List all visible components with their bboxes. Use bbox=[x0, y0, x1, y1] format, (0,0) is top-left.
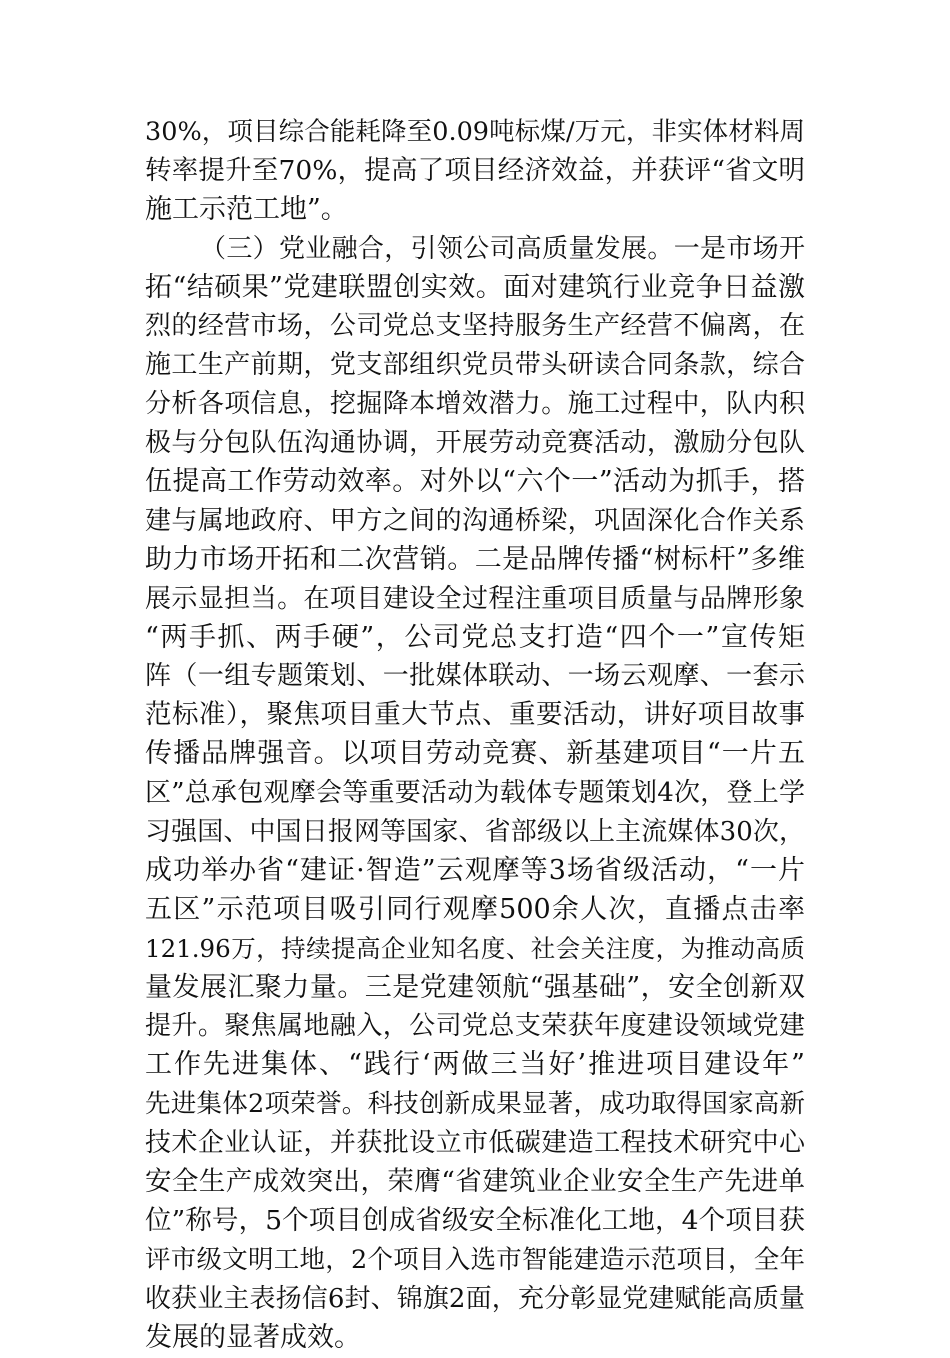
text-line: 施工生产前期，党支部组织党员带头研读合同条款，综合 bbox=[145, 350, 805, 381]
section-heading-line: （三）党业融合，引领公司高质量发展。一是市场开 bbox=[200, 233, 805, 264]
text-line: 评市级文明工地，2个项目入选市智能建造示范项目，全年 bbox=[145, 1244, 805, 1275]
text-line: 伍提高工作劳动效率。对外以“六个一”活动为抓手，搭 bbox=[145, 466, 805, 498]
text-line: 施工示范工地”。 bbox=[145, 193, 348, 225]
text-line: 技术企业认证，并获批设立市低碳建造工程技术研究中心 bbox=[145, 1128, 805, 1159]
text-line: 位”称号，5个项目创成省级安全标准化工地，4个项目获 bbox=[145, 1204, 805, 1236]
text-line: 拓“结硕果”党建联盟创实效。面对建筑行业竞争日益激 bbox=[145, 271, 805, 303]
text-line: 先进集体2项荣誉。科技创新成果显著，成功取得国家高新 bbox=[145, 1089, 805, 1120]
text-line: 分析各项信息，挖掘降本增效潜力。施工过程中，队内积 bbox=[145, 389, 805, 420]
text-line: 范标准），聚焦项目重大节点、重要活动，讲好项目故事 bbox=[145, 699, 805, 731]
text-line: 转率提升至70%，提高了项目经济效益，并获评“省文明 bbox=[145, 154, 805, 186]
body-text bbox=[145, 113, 805, 1358]
text-line: 五区”示范项目吸引同行观摩500余人次，直播点击率 bbox=[145, 893, 805, 925]
text-line: “两手抓、两手硬”，公司党总支打造“四个一”宣传矩 bbox=[145, 621, 805, 653]
text-line: 收获业主表扬信6封、锦旗2面，充分彰显党建赋能高质量 bbox=[145, 1283, 805, 1314]
text-line: 区”总承包观摩会等重要活动为载体专题策划4次，登上学 bbox=[145, 778, 805, 809]
text-line: 30%，项目综合能耗降至0.09吨标煤/万元，非实体材料周 bbox=[145, 117, 805, 147]
text-line: 121.96万，持续提高企业知名度、社会关注度，为推动高质 bbox=[145, 933, 805, 963]
text-line: 发展的显著成效。 bbox=[145, 1321, 361, 1353]
text-line: 建与属地政府、甲方之间的沟通桥梁，巩固深化合作关系 bbox=[145, 505, 805, 536]
text-line: 成功举办省“建证·智造”云观摩等3场省级活动，“一片 bbox=[145, 854, 805, 886]
text-line: 工作先进集体、“践行‘两做三当好’推进项目建设年” bbox=[145, 1049, 805, 1081]
text-line: 安全生产成效突出，荣膺“省建筑业企业安全生产先进单 bbox=[145, 1166, 805, 1198]
text-line: 提升。聚焦属地融入，公司党总支荣获年度建设领域党建 bbox=[145, 1011, 805, 1042]
text-line: 助力市场开拓和二次营销。二是品牌传播“树标杆”多维 bbox=[145, 543, 805, 575]
text-line: 传播品牌强音。以项目劳动竞赛、新基建项目“一片五 bbox=[145, 738, 805, 770]
text-line: 极与分包队伍沟通协调，开展劳动竞赛活动，激励分包队 bbox=[145, 428, 805, 459]
text-line: 烈的经营市场，公司党总支坚持服务生产经营不偏离，在 bbox=[145, 311, 805, 342]
text-line: 展示显担当。在项目建设全过程注重项目质量与品牌形象 bbox=[145, 583, 805, 614]
text-line: 量发展汇聚力量。三是党建领航“强基础”，安全创新双 bbox=[145, 971, 805, 1003]
text-line: 习强国、中国日报网等国家、省部级以上主流媒体30次， bbox=[145, 817, 805, 848]
text-line: 阵（一组专题策划、一批媒体联动、一场云观摩、一套示 bbox=[145, 661, 805, 692]
